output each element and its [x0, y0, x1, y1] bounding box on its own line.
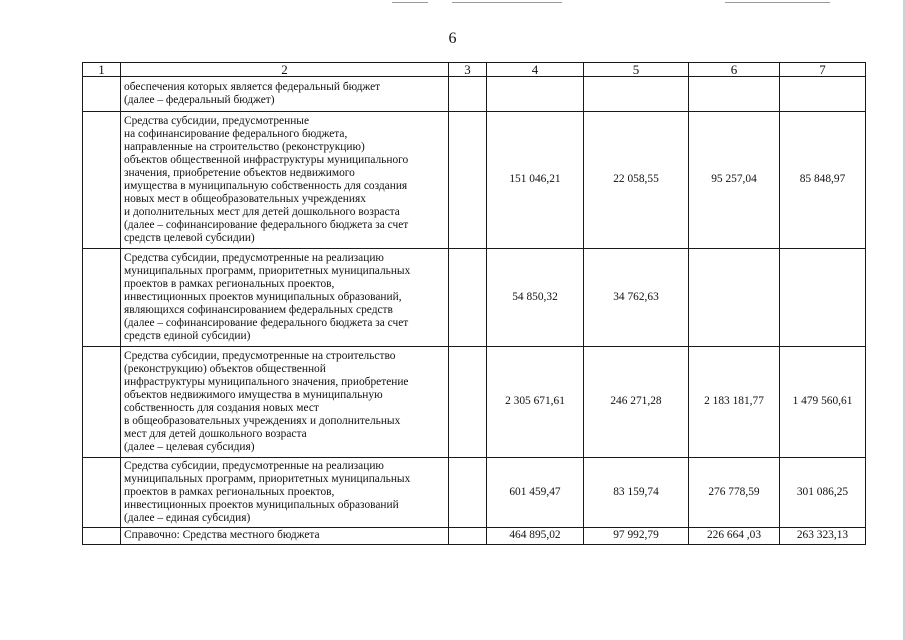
value-col6: 276 778,59 — [689, 458, 780, 528]
value-col6: 95 257,04 — [689, 112, 780, 249]
description-line: на софинансирование федерального бюджета, — [124, 127, 348, 140]
description-line: объектов недвижимого имущества в муниципальную — [124, 388, 383, 401]
table-row — [83, 249, 866, 347]
value-col7: 1 479 560,61 — [780, 347, 866, 458]
description-line: (далее – целевая субсидия) — [124, 441, 255, 454]
description-line: в общеобразовательных учреждениях и дополнительных — [124, 415, 401, 428]
table-row — [83, 347, 866, 458]
value-col7 — [780, 77, 866, 112]
scan-artifact-line — [725, 2, 830, 3]
column-header: 5 — [584, 63, 689, 77]
description-line: направленные на строительство (реконструкцию) — [124, 140, 365, 153]
value-col6: 226 664 ,03 — [689, 528, 780, 545]
description-line: обеспечения которых является федеральный бюджет — [124, 80, 381, 93]
row-description — [121, 249, 449, 347]
row-number-cell — [83, 77, 121, 112]
value-col5: 97 992,79 — [584, 528, 689, 545]
code-cell — [449, 347, 487, 458]
row-description — [121, 528, 449, 545]
description-line: Средства субсидии, предусмотренные на строительство — [124, 349, 396, 362]
description-line: и дополнительных мест для детей дошкольного возраста — [124, 206, 400, 219]
description-line: инфраструктуры муниципального значения, приобретение — [124, 375, 409, 388]
column-header: 7 — [780, 63, 866, 77]
column-header: 2 — [121, 63, 449, 77]
row-description — [121, 112, 449, 249]
budget-table — [82, 62, 866, 545]
description-line: инвестиционных проектов муниципальных образований — [124, 499, 399, 512]
column-number-row — [83, 63, 866, 77]
description-line: Средства субсидии, предусмотренные — [124, 114, 310, 127]
description-line: (далее – единая субсидия) — [124, 512, 251, 525]
description-line: являющихся софинансированием федеральных средств — [124, 304, 393, 317]
value-col7: 85 848,97 — [780, 112, 866, 249]
value-col5: 22 058,55 — [584, 112, 689, 249]
value-col5 — [584, 77, 689, 112]
description-line: имущества в муниципальную собственность для создания — [124, 180, 408, 192]
description-line: (далее – федеральный бюджет) — [124, 94, 275, 106]
row-description — [121, 77, 449, 112]
description-line: средств целевой субсидии) — [124, 232, 255, 245]
code-cell — [449, 528, 487, 545]
table-row — [83, 528, 866, 545]
column-header: 3 — [449, 63, 487, 77]
value-col4: 464 895,02 — [487, 528, 584, 545]
description-line: инвестиционных проектов муниципальных образований, — [124, 290, 402, 303]
value-col4 — [487, 77, 584, 112]
description-line: проектов в рамках региональных проектов, — [124, 485, 335, 498]
description-line: Справочно: Средства местного бюджета — [124, 529, 320, 542]
code-cell — [449, 77, 487, 112]
value-col6 — [689, 77, 780, 112]
description-line: Средства субсидии, предусмотренные на реализацию — [124, 251, 384, 264]
value-col6 — [689, 249, 780, 347]
row-number-cell — [83, 249, 121, 347]
value-col4: 601 459,47 — [487, 458, 584, 528]
value-col5: 34 762,63 — [584, 249, 689, 347]
row-description — [121, 458, 449, 528]
description-line: значения, приобретение объектов недвижимого — [124, 166, 355, 179]
value-col6: 2 183 181,77 — [689, 347, 780, 458]
code-cell — [449, 249, 487, 347]
code-cell — [449, 112, 487, 249]
value-col5: 83 159,74 — [584, 458, 689, 528]
scan-artifact-line — [452, 2, 562, 3]
value-col7: 301 086,25 — [780, 458, 866, 528]
value-col4: 151 046,21 — [487, 112, 584, 249]
description-line: муниципальных программ, приоритетных муниципальных — [124, 472, 411, 485]
description-line: средств единой субсидии) — [124, 330, 251, 343]
column-header: 4 — [487, 63, 584, 77]
value-col4: 2 305 671,61 — [487, 347, 584, 458]
table-row — [83, 458, 866, 528]
value-col5: 246 271,28 — [584, 347, 689, 458]
row-number-cell — [83, 347, 121, 458]
description-line: (реконструкцию) объектов общественной — [124, 362, 326, 375]
description-line: проектов в рамках региональных проектов, — [124, 277, 335, 290]
description-line: (далее – софинансирование федерального бюджета за счет — [124, 219, 409, 232]
description-line: (далее – софинансирование федерального бюджета за счет — [124, 317, 409, 330]
description-line: объектов общественной инфраструктуры муниципального — [124, 153, 409, 166]
row-description — [121, 347, 449, 458]
description-line: муниципальных программ, приоритетных муниципальных — [124, 264, 411, 277]
value-col7 — [780, 249, 866, 347]
description-line: собственность для создания новых мест — [124, 402, 319, 414]
value-col7: 263 323,13 — [780, 528, 866, 545]
value-col4: 54 850,32 — [487, 249, 584, 347]
description-line: мест для детей дошкольного возраста — [124, 428, 307, 441]
page-number: 6 — [448, 30, 457, 47]
code-cell — [449, 458, 487, 528]
row-number-cell — [83, 458, 121, 528]
row-number-cell — [83, 528, 121, 545]
scan-artifact-line — [392, 2, 428, 3]
description-line: новых мест в общеобразовательных учреждениях — [124, 193, 366, 206]
table-row — [83, 112, 866, 249]
table-row — [83, 77, 866, 112]
column-header: 6 — [689, 63, 780, 77]
row-number-cell — [83, 112, 121, 249]
description-line: Средства субсидии, предусмотренные на реализацию — [124, 459, 384, 472]
column-header: 1 — [83, 63, 121, 77]
